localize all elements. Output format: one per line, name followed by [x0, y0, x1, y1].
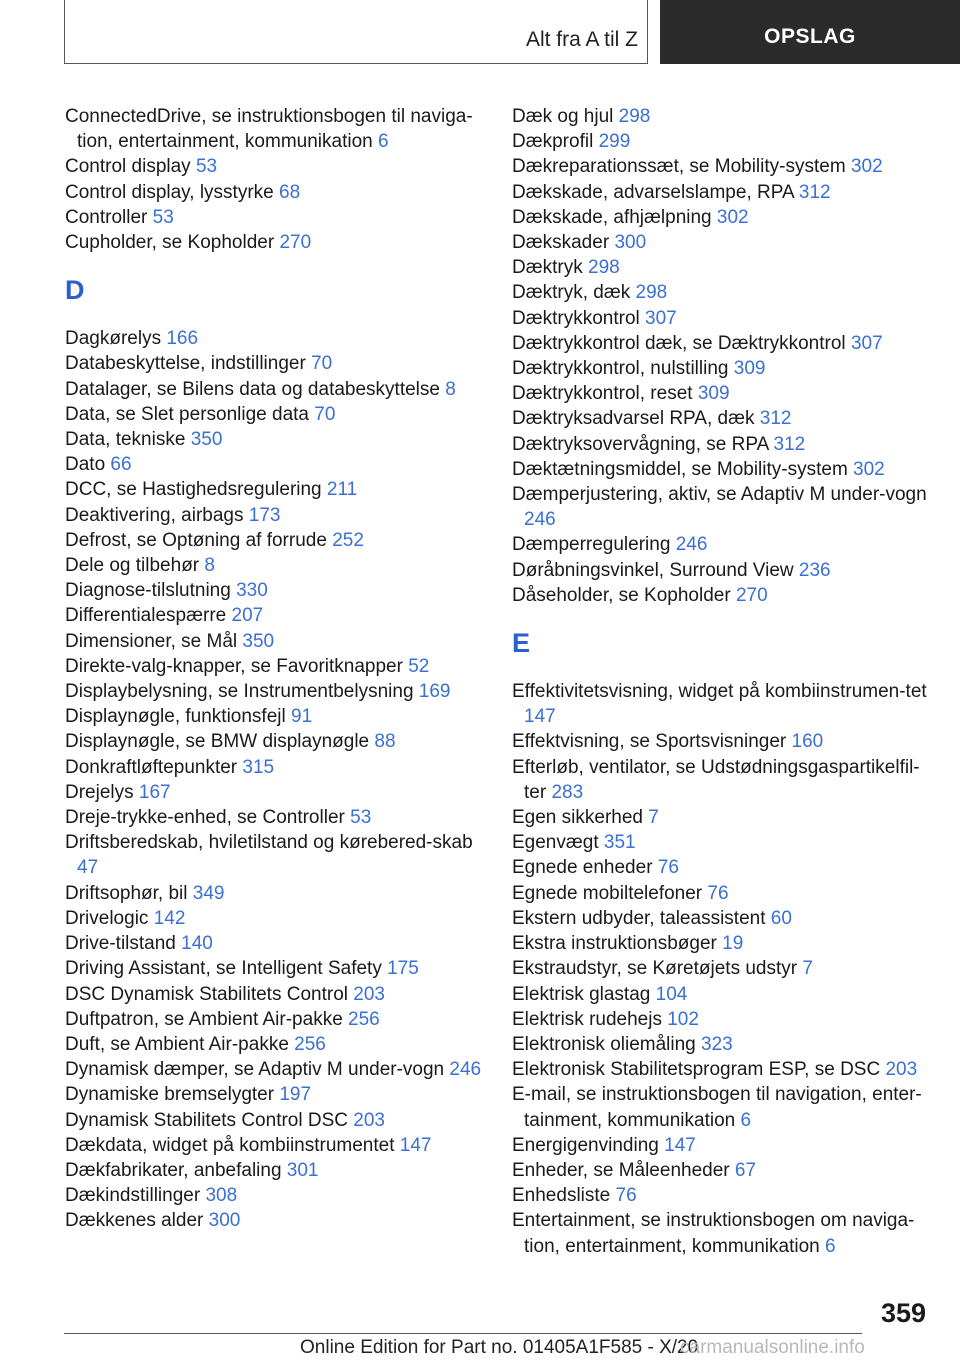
index-entry — [512, 154, 937, 179]
index-entry-term: Elektrisk rudehejs — [512, 1008, 662, 1030]
index-entry-term: Elektrisk glastag — [512, 983, 651, 1005]
page-reference-link[interactable]: 166 — [166, 328, 199, 350]
watermark: carmanualsonline.info — [680, 1337, 865, 1358]
page-reference-link[interactable]: 256 — [348, 1008, 380, 1030]
index-entry-term: Differentialespærre — [65, 605, 227, 627]
index-entry — [65, 1007, 485, 1032]
page-reference-link[interactable]: 298 — [618, 106, 651, 127]
page-reference-link[interactable]: 236 — [798, 559, 831, 581]
index-entry-term: Dækprofil — [512, 131, 594, 153]
index-entry — [512, 956, 937, 981]
page-reference-link[interactable]: 203 — [885, 1059, 918, 1081]
page-reference-link[interactable]: 203 — [353, 1109, 385, 1131]
index-entry — [65, 629, 485, 654]
index-entry — [512, 356, 937, 381]
page-reference-link[interactable]: 6 — [740, 1109, 752, 1131]
index-entry — [65, 1108, 485, 1133]
page-reference-link[interactable]: 60 — [770, 907, 792, 929]
page-reference-link[interactable]: 270 — [735, 584, 768, 606]
index-entry-term: Entertainment, se instruktionsbogen om naviga-tion, entertainment, kommunikation — [512, 1210, 915, 1257]
index-entry — [512, 558, 937, 583]
index-entry-term: Effektivitetsvisning, widget på kombiinstrumen-tet — [512, 681, 927, 703]
index-entry-term: Displaybelysning, se Instrumentbelysning — [65, 681, 414, 703]
page-reference-link[interactable]: 302 — [850, 156, 883, 178]
index-entry-term: Dæktrykkontrol, reset — [512, 383, 693, 405]
index-entry — [512, 180, 937, 205]
index-entry-term: Data, tekniske — [65, 429, 186, 451]
page-reference-link[interactable]: 312 — [773, 433, 806, 455]
index-entry — [65, 427, 485, 452]
page-reference-link[interactable]: 307 — [645, 307, 677, 329]
page-reference-link[interactable]: 308 — [205, 1185, 238, 1207]
index-column-right — [512, 104, 937, 1259]
index-entry — [512, 331, 937, 356]
page-reference-link[interactable]: 147 — [664, 1134, 696, 1156]
index-entry-term: Dækskader — [512, 232, 610, 254]
page-reference-link[interactable]: 66 — [110, 454, 132, 476]
index-entry — [512, 881, 937, 906]
page-reference-link[interactable]: 140 — [181, 933, 213, 955]
index-entry — [65, 805, 485, 830]
index-entry — [512, 532, 937, 557]
index-entry — [65, 780, 485, 805]
index-entry — [65, 679, 485, 704]
index-entry — [65, 230, 485, 255]
index-entry-term: Dæktætningsmiddel, se Mobility-system — [512, 458, 848, 480]
index-entry — [65, 1082, 485, 1107]
index-entry-term: Datalager, se Bilens data og databeskyttelse — [65, 378, 440, 400]
index-entry — [65, 906, 485, 931]
index-entry-term: Displaynøgle, se BMW displaynøgle — [65, 731, 370, 753]
index-entry-term: Dæmperregulering — [512, 534, 671, 556]
page-reference-link[interactable]: 211 — [326, 479, 358, 501]
index-entry-term: Control display, lysstyrke — [65, 181, 274, 203]
index-entry — [512, 906, 937, 931]
page-reference-link[interactable]: 246 — [675, 534, 708, 556]
page-reference-link[interactable]: 104 — [655, 983, 688, 1005]
page-reference-link[interactable]: 256 — [294, 1033, 326, 1055]
index-entry — [65, 377, 485, 402]
index-entry — [65, 154, 485, 179]
index-entry-term: Dynamiske bremselygter — [65, 1084, 275, 1106]
index-entry — [512, 1007, 937, 1032]
index-entry-term: Dato — [65, 454, 106, 476]
index-entry-term: Ekstra instruktionsbøger — [512, 933, 717, 955]
page-reference-link[interactable]: 19 — [722, 933, 744, 955]
page-reference-link[interactable]: 52 — [408, 655, 430, 677]
index-entry — [512, 230, 937, 255]
page-reference-link[interactable]: 70 — [311, 353, 333, 375]
index-entry — [65, 881, 485, 906]
index-entry — [512, 1208, 937, 1258]
index-entry-term: Dækskade, afhjælpning — [512, 206, 712, 228]
index-entry — [512, 729, 937, 754]
page-reference-link[interactable]: 350 — [190, 429, 223, 451]
index-entry-term: DCC, se Hastighedsregulering — [65, 479, 322, 501]
page-reference-link[interactable]: 6 — [378, 131, 389, 153]
index-entry-term: Donkraftløftepunkter — [65, 756, 238, 778]
index-entry — [65, 956, 485, 981]
page-reference-link[interactable]: 53 — [350, 807, 372, 829]
index-entry-term: Dæktrykkontrol, nulstilling — [512, 358, 729, 380]
page-reference-link[interactable]: 7 — [802, 958, 813, 980]
section-title: Alt fra A til Z — [525, 28, 638, 51]
index-entry-term: Controller — [65, 206, 148, 228]
index-entry-term: Databeskyttelse, indstillinger — [65, 353, 306, 375]
page-number: 359 — [880, 1298, 926, 1328]
index-entry-term: Dæk og hjul — [512, 106, 614, 127]
index-entry — [65, 654, 485, 679]
index-entry — [512, 1057, 937, 1082]
index-entry-term: Dækfabrikater, anbefaling — [65, 1159, 282, 1181]
index-entry — [512, 1158, 937, 1183]
page-reference-link[interactable]: 351 — [603, 832, 636, 854]
page-reference-link[interactable]: 246 — [449, 1059, 482, 1081]
page-reference-link[interactable]: 301 — [286, 1159, 319, 1181]
index-entry — [512, 583, 937, 608]
page-reference-link[interactable]: 207 — [231, 605, 264, 627]
index-entry-term: Dæktryksadvarsel RPA, dæk — [512, 408, 755, 430]
page-reference-link[interactable]: 167 — [138, 781, 171, 803]
index-entry — [512, 679, 937, 729]
index-entry-term: Dynamisk Stabilitets Control DSC — [65, 1109, 348, 1131]
page-reference-link[interactable]: 67 — [734, 1159, 757, 1181]
index-entry — [65, 755, 485, 780]
page-reference-link[interactable]: 102 — [667, 1008, 699, 1030]
page-reference-link[interactable]: 76 — [707, 882, 729, 904]
index-entry — [65, 1183, 485, 1208]
page-reference-link[interactable]: 323 — [701, 1033, 733, 1055]
page-reference-link[interactable]: 307 — [850, 332, 883, 354]
index-entry-term: Enheder, se Måleenheder — [512, 1159, 730, 1181]
index-entry — [65, 528, 485, 553]
index-entry — [512, 982, 937, 1007]
index-entry-term: Egenvægt — [512, 832, 599, 854]
index-entry-term: Effektvisning, se Sportsvisninger — [512, 731, 787, 753]
index-entry-term: Dæktryk, dæk — [512, 282, 631, 304]
page-reference-link[interactable]: 315 — [242, 756, 275, 778]
index-entry — [65, 830, 485, 880]
index-entry-term: Duft, se Ambient Air-pakke — [65, 1033, 289, 1055]
index-entry-term: Dagkørelys — [65, 328, 162, 350]
index-entry-term: Dynamisk dæmper, se Adaptiv M under-vogn — [65, 1059, 445, 1081]
index-entry — [512, 1032, 937, 1057]
index-entry-term: Dæmperjustering, aktiv, se Adaptiv M under-vogn — [512, 484, 927, 506]
index-entry-term: Elektronisk oliemåling — [512, 1033, 696, 1055]
index-entry — [65, 477, 485, 502]
index-entry — [65, 205, 485, 230]
index-entry — [65, 729, 485, 754]
page-reference-link[interactable]: 283 — [551, 781, 584, 803]
index-entry — [65, 931, 485, 956]
index-entry-term: Dæktryk — [512, 257, 583, 279]
page-reference-link[interactable]: 298 — [588, 257, 620, 279]
page-reference-link[interactable]: 169 — [418, 681, 451, 703]
index-entry-term: Drive-tilstand — [65, 933, 176, 955]
index-entry — [512, 830, 937, 855]
page-reference-link[interactable]: 299 — [598, 131, 631, 153]
index-entry-term: Egen sikkerhed — [512, 807, 643, 829]
index-entry-term: Dækindstillinger — [65, 1185, 201, 1207]
index-entry — [65, 1133, 485, 1158]
page-reference-link[interactable]: 147 — [399, 1134, 432, 1156]
index-entry — [512, 280, 937, 305]
index-entry — [65, 553, 485, 578]
page-reference-link[interactable]: 76 — [615, 1185, 637, 1207]
index-entry-term: Dele og tilbehør — [65, 555, 200, 577]
page-reference-link[interactable]: 6 — [825, 1235, 836, 1257]
index-entry-term: Duftpatron, se Ambient Air-pakke — [65, 1008, 343, 1030]
page-reference-link[interactable]: 203 — [353, 983, 385, 1005]
index-entry-term: Driftsophør, bil — [65, 882, 188, 904]
index-entry — [65, 326, 485, 351]
page-reference-link[interactable]: 68 — [279, 181, 301, 203]
page-reference-link[interactable]: 309 — [697, 383, 730, 405]
index-entry — [512, 129, 937, 154]
page-reference-link[interactable]: 309 — [733, 358, 766, 380]
index-entry-term: Control display — [65, 156, 191, 178]
index-entry-term: DSC Dynamisk Stabilitets Control — [65, 983, 348, 1005]
index-entry-term: Dåseholder, se Kopholder — [512, 584, 731, 606]
page-reference-link[interactable]: 246 — [524, 509, 556, 531]
index-entry — [65, 402, 485, 427]
index-entry — [65, 704, 485, 729]
index-entry-term: Dreje-trykke-enhed, se Controller — [65, 807, 345, 829]
index-entry — [65, 982, 485, 1007]
page-reference-link[interactable]: 312 — [759, 408, 792, 430]
index-entry — [65, 1032, 485, 1057]
index-entry-term: Cupholder, se Kopholder — [65, 232, 275, 254]
index-entry-term: Direkte-valg-knapper, se Favoritknapper — [65, 655, 403, 677]
index-entry — [512, 406, 937, 431]
index-entry-term: Dækskade, advarselslampe, RPA — [512, 181, 794, 203]
index-entry — [512, 931, 937, 956]
page-reference-link[interactable]: 330 — [236, 580, 268, 602]
index-entry — [512, 255, 937, 280]
index-entry-term: ConnectedDrive, se instruktionsbogen til naviga-tion, entertainment, kommunikation — [65, 106, 473, 153]
footer-divider — [64, 1333, 862, 1334]
page-reference-link[interactable]: 70 — [314, 403, 336, 425]
page-reference-link[interactable]: 270 — [279, 232, 312, 254]
index-entry — [512, 1133, 937, 1158]
index-entry — [65, 452, 485, 477]
index-entry — [512, 104, 937, 129]
index-entry — [65, 180, 485, 205]
index-entry — [65, 578, 485, 603]
index-entry-term: Dækdata, widget på kombiinstrumentet — [65, 1134, 395, 1156]
index-entry-term: Defrost, se Optøning af forrude — [65, 529, 327, 551]
index-entry — [65, 1057, 485, 1082]
page-reference-link[interactable]: 8 — [445, 378, 456, 400]
index-entry — [512, 482, 937, 532]
index-entry-term: Døråbningsvinkel, Surround View — [512, 559, 794, 581]
index-entry-term: Dæktryksovervågning, se RPA — [512, 433, 769, 455]
index-entry-term: Egnede mobiltelefoner — [512, 882, 703, 904]
index-entry — [65, 1158, 485, 1183]
index-entry-term: Deaktivering, airbags — [65, 504, 244, 526]
page-reference-link[interactable]: 298 — [635, 282, 668, 304]
index-entry — [512, 306, 937, 331]
index-entry-term: Elektronisk Stabilitetsprogram ESP, se DSC — [512, 1059, 881, 1081]
index-entry-term: Energigenvinding — [512, 1134, 659, 1156]
index-entry — [512, 457, 937, 482]
index-entry — [512, 1183, 937, 1208]
index-entry — [512, 855, 937, 880]
page-reference-link[interactable]: 302 — [853, 458, 885, 480]
index-entry-term: Ekstern udbyder, taleassistent — [512, 907, 766, 929]
index-entry — [512, 805, 937, 830]
page-reference-link[interactable]: 8 — [204, 555, 215, 577]
index-entry-term: Dækkenes alder — [65, 1210, 204, 1232]
index-entry-term: Displaynøgle, funktionsfejl — [65, 706, 286, 728]
index-entry-term: Driftsberedskab, hviletilstand og kørebered-skab — [65, 832, 473, 854]
index-entry — [65, 603, 485, 628]
page-reference-link[interactable]: 47 — [77, 857, 99, 879]
page-reference-link[interactable]: 160 — [791, 731, 824, 753]
index-entry-term: Ekstraudstyr, se Køretøjets udstyr — [512, 958, 798, 980]
index-entry-term: Drivelogic — [65, 907, 149, 929]
page-reference-link[interactable]: 53 — [195, 156, 218, 178]
page-reference-link[interactable]: 350 — [242, 630, 275, 652]
page-reference-link[interactable]: 300 — [208, 1210, 241, 1232]
page-reference-link[interactable]: 76 — [657, 857, 679, 879]
page-reference-link[interactable]: 349 — [192, 882, 225, 904]
index-letter-heading: E — [512, 628, 531, 659]
index-entry-term: Driving Assistant, se Intelligent Safety — [65, 958, 382, 980]
index-entry — [65, 503, 485, 528]
page-reference-link[interactable]: 197 — [279, 1084, 312, 1106]
page-reference-link[interactable]: 147 — [524, 706, 556, 728]
footer-text: Online Edition for Part no. 01405A1F585 - X/20 — [300, 1337, 699, 1358]
page-reference-link[interactable]: 175 — [387, 958, 419, 980]
page-reference-link[interactable]: 173 — [248, 504, 281, 526]
index-entry-term: Dimensioner, se Mål — [65, 630, 238, 652]
index-entry-term: Dæktrykkontrol — [512, 307, 640, 329]
page-reference-link[interactable]: 7 — [648, 807, 659, 829]
index-entry-term: E-mail, se instruktionsbogen til navigation, enter-tainment, kommunikation — [512, 1084, 922, 1131]
page-reference-link[interactable]: 252 — [332, 529, 364, 551]
index-entry — [65, 1208, 485, 1233]
index-entry — [65, 104, 485, 154]
index-entry-term: Dæktrykkontrol dæk, se Dæktrykkontrol — [512, 332, 846, 354]
index-entry-term: Data, se Slet personlige data — [65, 403, 309, 425]
index-column-left — [65, 104, 485, 1234]
page-reference-link[interactable]: 312 — [798, 181, 831, 203]
page-reference-link[interactable]: 142 — [153, 907, 186, 929]
section-tab[interactable]: OPSLAG — [660, 0, 960, 64]
index-entry-term: Drejelys — [65, 781, 134, 803]
index-letter-heading: D — [65, 275, 85, 306]
page-reference-link[interactable]: 88 — [374, 731, 396, 753]
index-entry — [512, 381, 937, 406]
index-entry-term: Egnede enheder — [512, 857, 653, 879]
index-entry-term: Efterløb, ventilator, se Udstødningsgaspartikelfil-ter — [512, 756, 920, 803]
index-entry — [65, 351, 485, 376]
page-reference-link[interactable]: 91 — [291, 706, 313, 728]
page-reference-link[interactable]: 300 — [614, 232, 647, 254]
page-reference-link[interactable]: 53 — [152, 206, 174, 228]
index-entry-term: Diagnose-tilslutning — [65, 580, 231, 602]
index-entry-term: Dækreparationssæt, se Mobility-system — [512, 156, 846, 178]
page-reference-link[interactable]: 302 — [716, 206, 749, 228]
index-entry — [512, 432, 937, 457]
index-entry — [512, 755, 937, 805]
index-entry — [512, 205, 937, 230]
index-entry — [512, 1082, 937, 1132]
index-entry-term: Enhedsliste — [512, 1185, 611, 1207]
